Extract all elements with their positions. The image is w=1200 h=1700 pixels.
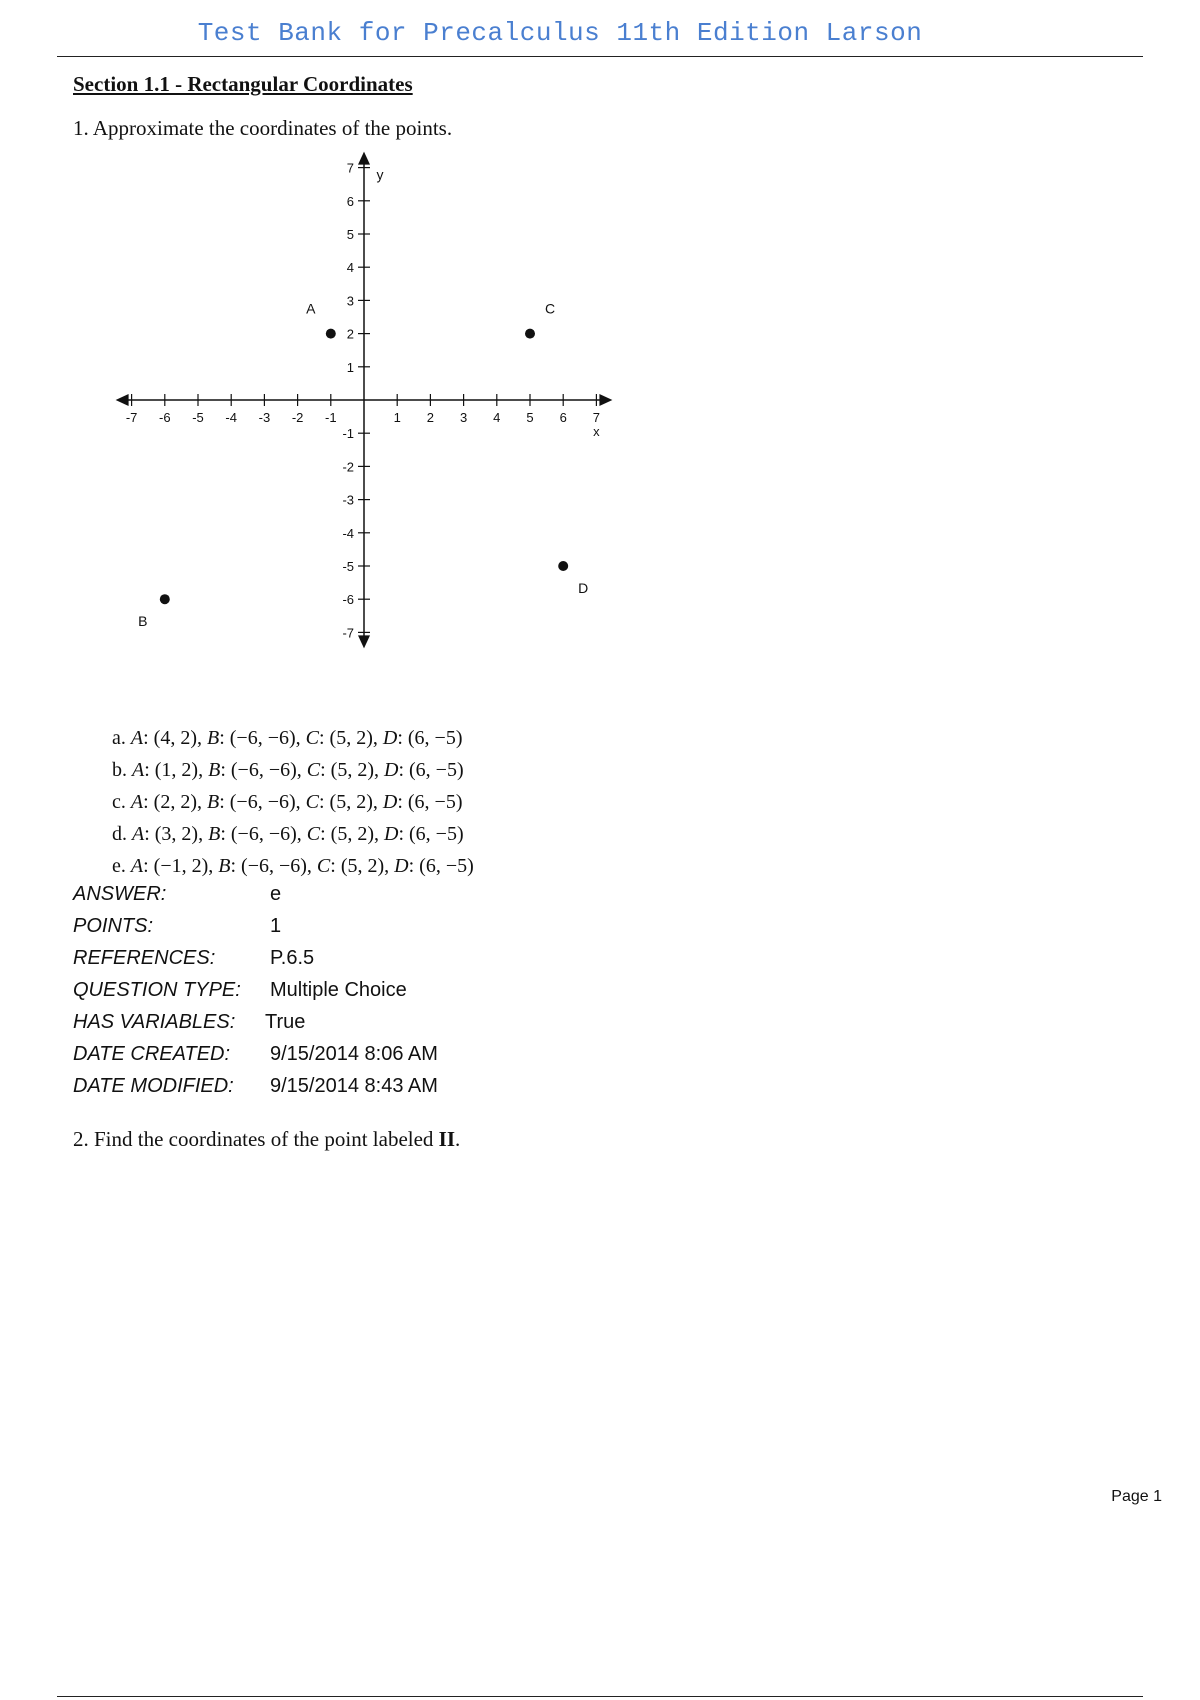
point-coordinates: : (−6, −6), [219, 791, 306, 813]
x-tick-label: 4 [493, 410, 501, 425]
x-axis-label: x [593, 424, 600, 439]
point-name: B [208, 759, 221, 781]
point-name: D [382, 791, 398, 813]
question-2-end: . [455, 1127, 461, 1151]
data-point-label: D [578, 580, 589, 596]
y-tick-label: 2 [346, 326, 354, 342]
point-name: A [130, 855, 144, 877]
y-tick-label: 7 [346, 160, 354, 176]
point-coordinates: : (5, 2), [319, 727, 383, 749]
data-point-a [326, 329, 336, 339]
x-tick-label: -1 [325, 410, 337, 425]
data-point-c [525, 329, 535, 339]
x-tick-label: 2 [426, 410, 435, 425]
meta-value: 1 [270, 915, 282, 937]
point-name: B [218, 855, 231, 877]
answer-choice-letter: c. [112, 791, 131, 813]
answer-choice[interactable] [112, 722, 474, 754]
meta-row [73, 910, 438, 942]
question-2-bold-label: II [438, 1127, 456, 1151]
point-name: B [207, 791, 220, 813]
point-coordinates: : (4, 2), [143, 727, 207, 749]
point-name: A [132, 759, 145, 781]
meta-row [73, 942, 438, 974]
header-rule [57, 56, 1143, 57]
point-name: D [394, 855, 409, 877]
answer-choice-letter: e. [112, 855, 131, 877]
meta-label: DATE MODIFIED: [73, 1075, 234, 1097]
question-metadata [73, 878, 438, 1102]
y-tick-label: 5 [346, 227, 354, 242]
point-name: C [306, 759, 321, 781]
x-tick-label: 7 [592, 410, 601, 425]
answer-choice-letter: d. [112, 823, 132, 845]
meta-label: REFERENCES: [73, 947, 216, 969]
x-tick-label: -2 [291, 410, 304, 425]
answer-choice-letter: a. [112, 727, 131, 749]
y-tick-label: 1 [346, 359, 354, 375]
answer-choice[interactable] [112, 818, 474, 850]
point-coordinates: : (2, 2), [143, 791, 207, 813]
question-2-text: Find the coordinates of the point labeled [94, 1127, 439, 1151]
point-name: C [316, 855, 331, 877]
point-name: D [382, 727, 398, 749]
y-tick-label: -3 [342, 492, 354, 508]
question-1-number: 1. [73, 116, 89, 140]
data-point-d [558, 561, 568, 571]
x-tick-label: -7 [125, 410, 138, 425]
x-tick-label: 5 [526, 410, 534, 425]
x-tick-label: 6 [559, 410, 567, 425]
y-tick-label: 6 [346, 193, 354, 209]
point-name: C [305, 727, 319, 749]
point-name: C [305, 791, 319, 813]
x-tick-label: -6 [159, 410, 171, 425]
point-coordinates: : (6, −5) [408, 855, 474, 877]
point-coordinates: : (−6, −6), [220, 759, 307, 781]
page-number: Page 1 [1111, 1488, 1162, 1505]
point-coordinates: : (1, 2), [144, 759, 209, 781]
point-coordinates: : (−6, −6), [219, 727, 306, 749]
meta-row [73, 878, 438, 910]
y-tick-label: -5 [342, 559, 354, 574]
section-title: Section 1.1 - Rectangular Coordinates [73, 72, 413, 96]
question-1-text: Approximate the coordinates of the points. [92, 116, 453, 140]
coordinate-plane-svg [100, 160, 640, 690]
y-tick-label: -2 [342, 459, 354, 475]
meta-value: 9/15/2014 8:43 AM [270, 1075, 438, 1097]
meta-value: e [270, 883, 282, 905]
answer-choice[interactable] [112, 754, 474, 786]
meta-value: 9/15/2014 8:06 AM [270, 1043, 438, 1065]
x-tick-label: -4 [225, 410, 237, 425]
y-tick-label: -7 [342, 625, 354, 641]
meta-label: POINTS: [73, 915, 154, 937]
point-coordinates: : (5, 2), [330, 855, 395, 877]
point-coordinates: : (3, 2), [144, 823, 209, 845]
y-tick-label: -1 [342, 426, 354, 442]
answer-choices [112, 722, 474, 882]
point-name: D [384, 823, 399, 845]
question-2-number: 2. [73, 1127, 89, 1151]
coordinate-plane-chart [100, 160, 640, 695]
point-coordinates: : (6, −5) [397, 791, 463, 813]
meta-value: P.6.5 [270, 947, 315, 969]
point-coordinates: : (−6, −6), [230, 855, 317, 877]
x-tick-label: -5 [192, 410, 204, 425]
y-axis-down-arrow-icon [358, 635, 370, 648]
answer-choice-letter: b. [112, 759, 132, 781]
meta-row [73, 974, 438, 1006]
data-point-label: C [544, 300, 556, 317]
point-coordinates: : (5, 2), [319, 791, 383, 813]
meta-value: True [265, 1011, 306, 1033]
point-name: A [132, 823, 145, 845]
point-coordinates: : (−1, 2), [143, 855, 219, 877]
x-tick-label: 3 [459, 410, 468, 425]
point-coordinates: : (6, −5) [397, 727, 463, 749]
y-tick-label: 3 [346, 293, 354, 309]
x-axis-right-arrow-icon [599, 394, 612, 406]
point-name: B [207, 727, 220, 749]
meta-row [73, 1070, 438, 1102]
y-tick-label: 4 [346, 260, 354, 276]
point-name: A [130, 791, 144, 813]
y-tick-label: -6 [342, 592, 354, 608]
point-coordinates: : (6, −5) [398, 823, 464, 845]
page-header-title: Test Bank for Precalculus 11th Edition Larson [197, 18, 923, 48]
data-point-label: A [306, 300, 316, 317]
y-axis-up-arrow-icon [358, 152, 370, 165]
meta-row [73, 1006, 438, 1038]
y-axis-label: y [376, 166, 384, 183]
question-1 [73, 116, 452, 141]
meta-label: QUESTION TYPE: [73, 979, 241, 1001]
point-coordinates: : (5, 2), [320, 823, 384, 845]
point-coordinates: : (6, −5) [398, 759, 464, 781]
point-name: A [130, 727, 144, 749]
question-2 [73, 1127, 460, 1152]
meta-value: Multiple Choice [270, 979, 407, 1001]
meta-row [73, 1038, 438, 1070]
meta-label: DATE CREATED: [73, 1043, 231, 1065]
point-name: D [384, 759, 399, 781]
meta-label: HAS VARIABLES: [73, 1011, 236, 1033]
data-point-label: B [138, 613, 148, 630]
point-name: B [208, 823, 221, 845]
meta-label: ANSWER: [73, 883, 167, 905]
point-name: C [306, 823, 321, 845]
answer-choice[interactable] [112, 786, 474, 818]
x-tick-label: 1 [393, 410, 401, 425]
point-coordinates: : (−6, −6), [220, 823, 307, 845]
x-axis-left-arrow-icon [116, 394, 129, 406]
y-tick-label: -4 [342, 525, 354, 541]
x-tick-label: -3 [258, 410, 271, 425]
point-coordinates: : (5, 2), [320, 759, 384, 781]
data-point-b [160, 594, 170, 604]
footer-rule [57, 1696, 1143, 1697]
